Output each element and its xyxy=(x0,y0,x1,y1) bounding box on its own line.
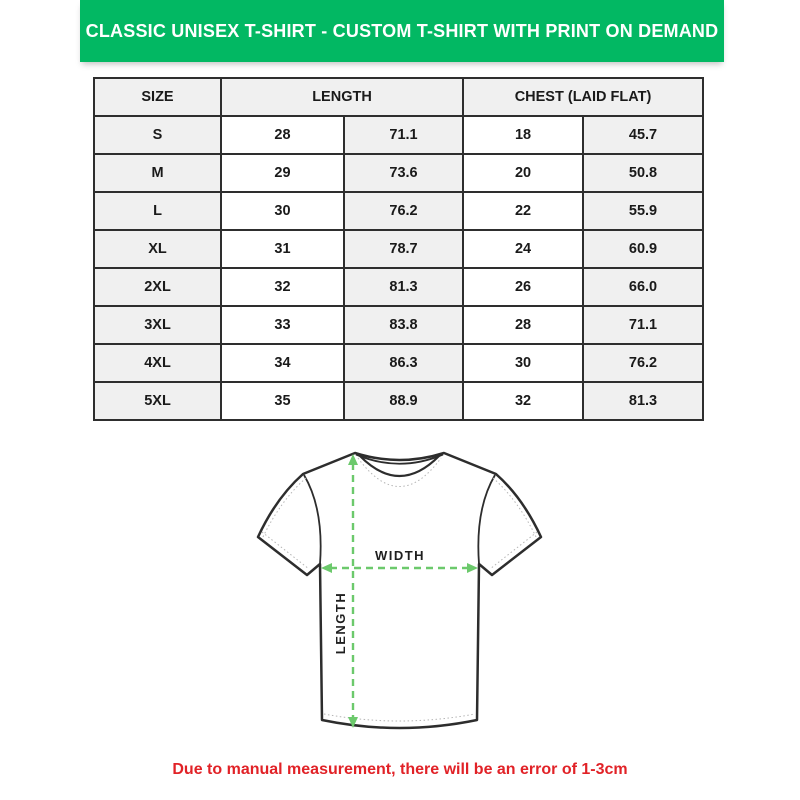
chest-in-cell: 32 xyxy=(463,382,583,420)
tshirt-svg xyxy=(250,445,550,745)
size-cell: 2XL xyxy=(94,268,221,306)
length-cm-cell: 86.3 xyxy=(344,344,463,382)
chest-in-cell: 30 xyxy=(463,344,583,382)
table-row xyxy=(94,268,703,306)
table-row xyxy=(94,306,703,344)
length-cm-cell: 71.1 xyxy=(344,116,463,154)
page-title: CLASSIC UNISEX T-SHIRT - CUSTOM T-SHIRT WITH PRINT ON DEMAND xyxy=(85,20,719,41)
size-cell: 5XL xyxy=(94,382,221,420)
header-size: SIZE xyxy=(94,78,221,116)
chest-cm-cell: 50.8 xyxy=(583,154,703,192)
table-header-row xyxy=(94,78,703,116)
length-in-cell: 29 xyxy=(221,154,344,192)
length-cm-cell: 73.6 xyxy=(344,154,463,192)
size-chart-table xyxy=(93,77,704,421)
size-cell: M xyxy=(94,154,221,192)
header-length: LENGTH xyxy=(221,78,463,116)
length-in-cell: 35 xyxy=(221,382,344,420)
table-row xyxy=(94,344,703,382)
size-cell: 3XL xyxy=(94,306,221,344)
table-row xyxy=(94,192,703,230)
length-in-cell: 31 xyxy=(221,230,344,268)
chest-cm-cell: 81.3 xyxy=(583,382,703,420)
size-cell: L xyxy=(94,192,221,230)
tshirt-outline xyxy=(258,453,541,728)
length-cm-cell: 81.3 xyxy=(344,268,463,306)
chest-in-cell: 20 xyxy=(463,154,583,192)
table-row xyxy=(94,382,703,420)
header-chest: CHEST (LAID FLAT) xyxy=(463,78,703,116)
chest-in-cell: 26 xyxy=(463,268,583,306)
size-cell: XL xyxy=(94,230,221,268)
chest-in-cell: 28 xyxy=(463,306,583,344)
length-cm-cell: 76.2 xyxy=(344,192,463,230)
length-in-cell: 34 xyxy=(221,344,344,382)
length-in-cell: 30 xyxy=(221,192,344,230)
chest-cm-cell: 55.9 xyxy=(583,192,703,230)
width-label: WIDTH xyxy=(374,548,426,563)
length-in-cell: 28 xyxy=(221,116,344,154)
length-cm-cell: 78.7 xyxy=(344,230,463,268)
length-in-cell: 32 xyxy=(221,268,344,306)
length-in-cell: 33 xyxy=(221,306,344,344)
chest-cm-cell: 66.0 xyxy=(583,268,703,306)
table-row xyxy=(94,116,703,154)
title-banner xyxy=(80,0,724,62)
tshirt-diagram xyxy=(250,445,550,745)
size-cell: 4XL xyxy=(94,344,221,382)
chest-in-cell: 18 xyxy=(463,116,583,154)
size-cell: S xyxy=(94,116,221,154)
chest-cm-cell: 71.1 xyxy=(583,306,703,344)
table-row xyxy=(94,154,703,192)
length-cm-cell: 83.8 xyxy=(344,306,463,344)
table-row xyxy=(94,230,703,268)
length-cm-cell: 88.9 xyxy=(344,382,463,420)
chest-cm-cell: 60.9 xyxy=(583,230,703,268)
size-table-container xyxy=(93,77,704,421)
length-label: LENGTH xyxy=(333,591,348,655)
measurement-note: Due to manual measurement, there will be an error of 1-3cm xyxy=(172,761,628,778)
chest-cm-cell: 76.2 xyxy=(583,344,703,382)
chest-in-cell: 24 xyxy=(463,230,583,268)
chest-cm-cell: 45.7 xyxy=(583,116,703,154)
chest-in-cell: 22 xyxy=(463,192,583,230)
